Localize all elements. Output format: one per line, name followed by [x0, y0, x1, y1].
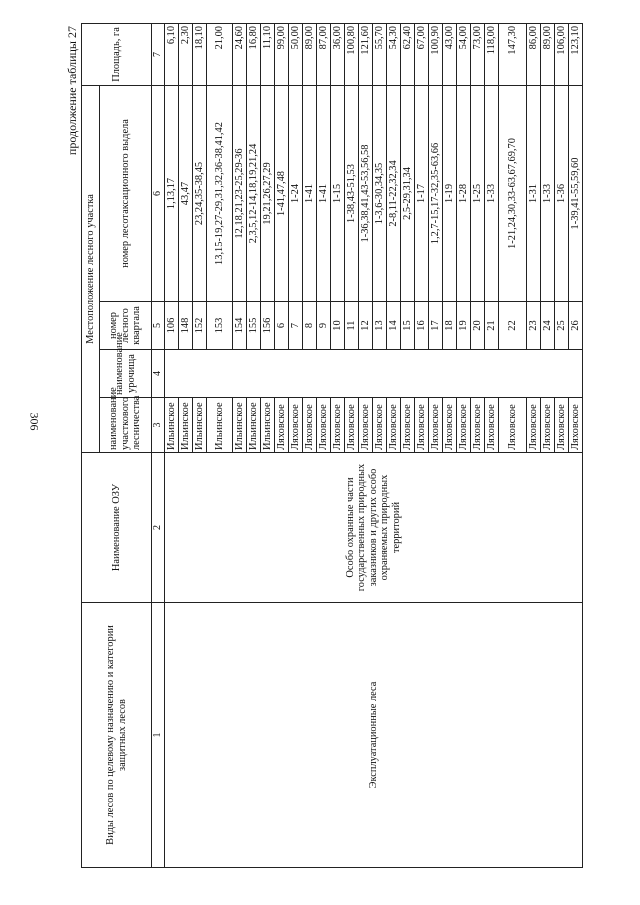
vydel-cell: 1-39,41-55,59,60 [569, 85, 583, 301]
table-body [165, 23, 583, 867]
area-cell: 100,90 [429, 23, 443, 85]
kvartal-cell: 21 [485, 302, 499, 350]
forestry-cell: Ляховское [527, 398, 541, 453]
area-cell: 99,00 [275, 23, 289, 85]
vydel-cell: 23,24,35-38,45 [193, 85, 207, 301]
area-cell: 87,00 [317, 23, 331, 85]
kvartal-cell: 153 [207, 302, 233, 350]
area-cell: 86,00 [527, 23, 541, 85]
forestry-cell: Ляховское [373, 398, 387, 453]
forestry-cell: Ляховское [499, 398, 527, 453]
vydel-cell: 1,2,7-15,17-32,35-63,66 [429, 85, 443, 301]
ozu-name-cell: Особо охранные части государственных природных заказников и других особо охраняемых природных территорий [165, 453, 583, 603]
kvartal-cell: 154 [233, 302, 247, 350]
kvartal-cell: 23 [527, 302, 541, 350]
kvartal-cell: 13 [373, 302, 387, 350]
kvartal-cell: 20 [471, 302, 485, 350]
kvartal-cell: 18 [443, 302, 457, 350]
forestry-cell: Ляховское [415, 398, 429, 453]
forestry-cell: Ляховское [471, 398, 485, 453]
header-ozu-name: Наименование ОЗУ [82, 453, 152, 603]
area-cell: 43,00 [443, 23, 457, 85]
vydel-cell: 1,13,17 [165, 85, 179, 301]
forestry-cell: Ляховское [387, 398, 401, 453]
column-number: 4 [152, 350, 165, 398]
kvartal-cell: 17 [429, 302, 443, 350]
area-cell: 106,00 [555, 23, 569, 85]
kvartal-cell: 24 [541, 302, 555, 350]
kvartal-cell: 8 [303, 302, 317, 350]
kvartal-cell: 25 [555, 302, 569, 350]
column-number: 7 [152, 23, 165, 85]
vydel-cell: 19,21,26,27,29 [261, 85, 275, 301]
vydel-cell: 1-41,47,48 [275, 85, 289, 301]
vydel-cell: 43,47 [179, 85, 193, 301]
forestry-cell: Ляховское [303, 398, 317, 453]
kvartal-cell: 6 [275, 302, 289, 350]
area-cell: 121,60 [359, 23, 373, 85]
vydel-cell: 13,15-19,27-29,31,32,36-38,41,42 [207, 85, 233, 301]
kvartal-cell: 7 [289, 302, 303, 350]
table-row [165, 23, 179, 867]
area-cell: 147,30 [499, 23, 527, 85]
forestry-cell: Ляховское [345, 398, 359, 453]
area-cell: 6,10 [165, 23, 179, 85]
forestry-cell: Ильинское [247, 398, 261, 453]
forestry-cell: Ильинское [261, 398, 275, 453]
vydel-cell: 1-19 [443, 85, 457, 301]
area-cell: 21,00 [207, 23, 233, 85]
forest-category-cell: Эксплуатационные леса [165, 603, 583, 868]
forestry-cell: Ляховское [317, 398, 331, 453]
area-cell: 62,40 [401, 23, 415, 85]
vydel-cell: 1-38,43-51,53 [345, 85, 359, 301]
area-cell: 54,00 [457, 23, 471, 85]
kvartal-cell: 10 [331, 302, 345, 350]
tract-cell [165, 350, 583, 398]
forestry-cell: Ильинское [233, 398, 247, 453]
vydel-cell: 2,5-29,31,34 [401, 85, 415, 301]
kvartal-cell: 19 [457, 302, 471, 350]
forestry-cell: Ильинское [165, 398, 179, 453]
area-cell: 55,70 [373, 23, 387, 85]
forestry-cell: Ляховское [485, 398, 499, 453]
forestry-cell: Ляховское [429, 398, 443, 453]
vydel-cell: 1-28 [457, 85, 471, 301]
kvartal-cell: 11 [345, 302, 359, 350]
area-cell: 36,00 [331, 23, 345, 85]
column-number: 3 [152, 398, 165, 453]
forestry-cell: Ляховское [443, 398, 457, 453]
area-cell: 2,30 [179, 23, 193, 85]
column-number: 2 [152, 453, 165, 603]
table-caption: продолжение таблицы 27 [65, 26, 79, 156]
vydel-cell: 1-15 [331, 85, 345, 301]
vydel-cell: 2,3,5,12-14,18,19,21,24 [247, 85, 261, 301]
kvartal-cell: 15 [401, 302, 415, 350]
vydel-cell: 1-31 [527, 85, 541, 301]
area-cell: 73,00 [471, 23, 485, 85]
vydel-cell: 1-17 [415, 85, 429, 301]
vydel-cell: 1-41 [317, 85, 331, 301]
kvartal-cell: 12 [359, 302, 373, 350]
header-kvartal: номер лесного квартала [100, 302, 152, 350]
kvartal-cell: 148 [179, 302, 193, 350]
kvartal-cell: 16 [415, 302, 429, 350]
forestry-cell: Ляховское [401, 398, 415, 453]
header-area: Площадь, га [82, 23, 152, 85]
header-location-group: Местоположение лесного участка [82, 85, 100, 452]
rotated-table-sheet [63, 24, 581, 868]
vydel-cell: 1-41 [303, 85, 317, 301]
forestry-cell: Ляховское [331, 398, 345, 453]
header-tract: наименование урочища [100, 350, 152, 398]
forestry-cell: Ляховское [289, 398, 303, 453]
area-cell: 89,00 [541, 23, 555, 85]
vydel-cell: 1-36,38,41,43-53,56,58 [359, 85, 373, 301]
vydel-cell: 1-33 [485, 85, 499, 301]
area-cell: 54,30 [387, 23, 401, 85]
area-cell: 67,00 [415, 23, 429, 85]
area-cell: 89,00 [303, 23, 317, 85]
forestry-cell: Ляховское [359, 398, 373, 453]
area-cell: 100,80 [345, 23, 359, 85]
column-number: 1 [152, 603, 165, 868]
forestry-cell: Ляховское [541, 398, 555, 453]
area-cell: 50,00 [289, 23, 303, 85]
vydel-cell: 1-3,6-30,34,35 [373, 85, 387, 301]
kvartal-cell: 152 [193, 302, 207, 350]
area-cell: 118,00 [485, 23, 499, 85]
area-cell: 18,10 [193, 23, 207, 85]
kvartal-cell: 9 [317, 302, 331, 350]
column-number: 6 [152, 85, 165, 301]
vydel-cell: 12,18,21,23-25,29-36 [233, 85, 247, 301]
kvartal-cell: 22 [499, 302, 527, 350]
vydel-cell: 1-36 [555, 85, 569, 301]
forestry-cell: Ляховское [555, 398, 569, 453]
forestry-cell: Ильинское [193, 398, 207, 453]
header-forestry: наименование участкового лесничества [100, 398, 152, 453]
area-cell: 16,80 [247, 23, 261, 85]
forestry-cell: Ильинское [207, 398, 233, 453]
header-forest-type: Виды лесов по целевому назначению и категории защитных лесов [82, 603, 152, 868]
kvartal-cell: 14 [387, 302, 401, 350]
kvartal-cell: 106 [165, 302, 179, 350]
vydel-cell: 1-25 [471, 85, 485, 301]
kvartal-cell: 155 [247, 302, 261, 350]
vydel-cell: 1-21,24,30,33-63,67,69,70 [499, 85, 527, 301]
vydel-cell: 1-24 [289, 85, 303, 301]
header-vydel: номер лесотаксационного выдела [100, 85, 152, 301]
forest-plots-table [81, 23, 583, 868]
forestry-cell: Ляховское [569, 398, 583, 453]
column-number: 5 [152, 302, 165, 350]
vydel-cell: 2-8,11-22,32,34 [387, 85, 401, 301]
page-number: 306 [27, 412, 42, 431]
forestry-cell: Ильинское [179, 398, 193, 453]
kvartal-cell: 26 [569, 302, 583, 350]
vydel-cell: 1-33 [541, 85, 555, 301]
forestry-cell: Ляховское [275, 398, 289, 453]
area-cell: 11,10 [261, 23, 275, 85]
forestry-cell: Ляховское [457, 398, 471, 453]
area-cell: 24,60 [233, 23, 247, 85]
kvartal-cell: 156 [261, 302, 275, 350]
area-cell: 123,10 [569, 23, 583, 85]
